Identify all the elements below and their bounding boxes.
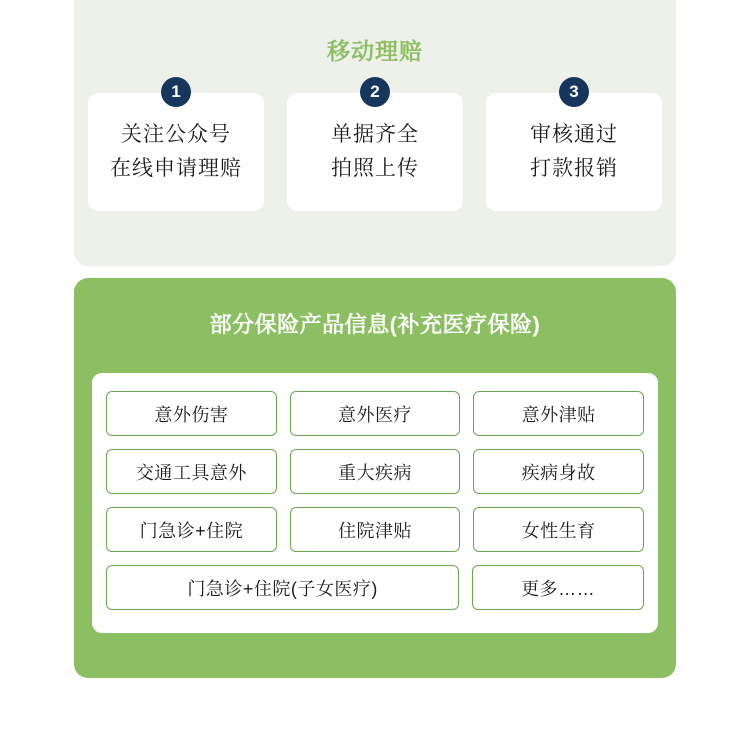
product-tag-more[interactable]: 更多…… <box>472 565 644 610</box>
mobile-claim-title: 移动理赔 <box>327 38 423 64</box>
insurance-products-panel <box>92 373 658 633</box>
product-row <box>106 391 644 436</box>
step-number-badge: 2 <box>360 77 390 107</box>
step-text-line-1: 审核通过 <box>530 123 618 146</box>
product-tag-critical-illness[interactable]: 重大疾病 <box>290 449 461 494</box>
claim-steps-list <box>74 82 676 211</box>
product-tag-accident-injury[interactable]: 意外伤害 <box>106 391 277 436</box>
insurance-products-card <box>74 278 676 678</box>
step-number-badge: 3 <box>559 77 589 107</box>
product-tag-maternity[interactable]: 女性生育 <box>473 507 644 552</box>
product-tag-accident-medical[interactable]: 意外医疗 <box>290 391 461 436</box>
product-tag-hospital-allowance[interactable]: 住院津贴 <box>290 507 461 552</box>
product-row <box>106 507 644 552</box>
step-text-line-2: 在线申请理赔 <box>110 157 242 180</box>
step-number-badge: 1 <box>161 77 191 107</box>
step-text-line-2: 拍照上传 <box>331 157 419 180</box>
product-tag-illness-death[interactable]: 疾病身故 <box>473 449 644 494</box>
product-tag-outpatient-inpatient-children[interactable]: 门急诊+住院(子女医疗) <box>106 565 459 610</box>
claim-step-2 <box>287 82 463 211</box>
product-tag-transport-accident[interactable]: 交通工具意外 <box>106 449 277 494</box>
step-text-line-2: 打款报销 <box>530 157 618 180</box>
step-text-line-1: 关注公众号 <box>121 123 231 146</box>
mobile-claim-card <box>74 0 676 266</box>
claim-step-1 <box>88 82 264 211</box>
product-row <box>106 565 644 610</box>
product-tag-outpatient-inpatient[interactable]: 门急诊+住院 <box>106 507 277 552</box>
product-tag-accident-allowance[interactable]: 意外津贴 <box>473 391 644 436</box>
insurance-products-title: 部分保险产品信息(补充医疗保险) <box>209 312 541 337</box>
product-row <box>106 449 644 494</box>
claim-step-3 <box>486 82 662 211</box>
step-text-line-1: 单据齐全 <box>331 123 419 146</box>
